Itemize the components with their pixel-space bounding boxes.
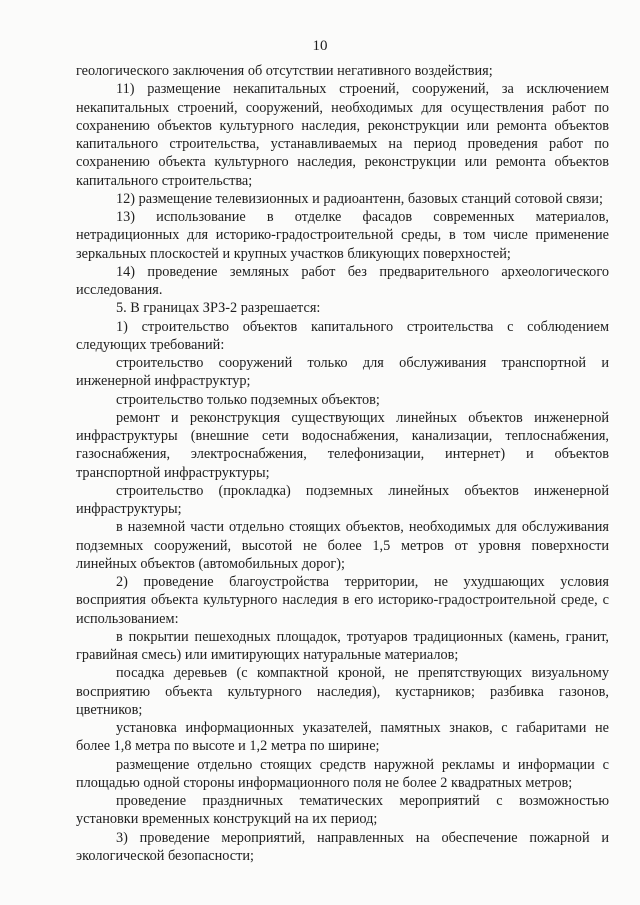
paragraph: 5. В границах ЗРЗ-2 разрешается: (116, 300, 321, 317)
page-number: 10 (312, 38, 328, 54)
paragraph: строительство (прокладка) подземных линейных объектов инженерной инфраструктуры; (76, 482, 609, 517)
paragraph: проведение праздничных тематических мероприятий с возможностью установки временных конструкций на их период; (76, 793, 609, 828)
document-body (76, 62, 609, 865)
paragraph: 14) проведение земляных работ без предварительного археологического исследования. (76, 263, 609, 298)
paragraph: геологического заключения об отсутствии негативного воздействия; (76, 63, 493, 79)
paragraph: размещение отдельно стоящих средств наружной рекламы и информации с площадью одной стороны информационного поля не более 2 квадратных метров; (76, 756, 609, 791)
paragraph: установка информационных указателей, памятных знаков, с габаритами не более 1,8 метра по высоте и 1,2 метра по ширине; (76, 720, 609, 755)
paragraph: в покрытии пешеходных площадок, тротуаров традиционных (камень, гранит, гравийная смесь) или имитирующих натуральные материалов; (76, 628, 609, 663)
paragraph: посадка деревьев (с компактной кроной, не препятствующих визуальному восприятию объекта культурного наследия), кустарников; разбивка газонов, цветников; (76, 665, 609, 718)
paragraph: строительство сооружений только для обслуживания транспортной и инженерной инфраструктур; (76, 355, 609, 390)
paragraph: ремонт и реконструкция существующих линейных объектов инженерной инфраструктуры (внешние сети водоснабжения, канализации, теплоснабжения, газоснабжения, электроснабжения, телефонизации, интернет) и объектов транспортной инфраструктуры; (76, 409, 609, 481)
paragraph: 12) размещение телевизионных и радиоантенн, базовых станций сотовой связи; (116, 190, 603, 207)
paragraph: 1) строительство объектов капитального строительства с соблюдением следующих требований: (76, 318, 609, 353)
paragraph: 2) проведение благоустройства территории, не ухудшающих условия восприятия объекта культурного наследия в его историко-градостроительной среде, с использованием: (76, 574, 609, 627)
paragraph: в наземной части отдельно стоящих объектов, необходимых для обслуживания подземных сооружений, высотой не более 1,5 метров от уровня поверхности линейных объектов (автомобильных дорог); (76, 519, 609, 572)
paragraph: 11) размещение некапитальных строений, сооружений, за исключением некапитальных строений, сооружений, необходимых для осуществления работ по сохранению объектов культурного наследия, реконструкции или ремонта объектов капитального строительства, устанавливаемых на период проведения работ по сохранению объекта культурного наследия, реконструкции или ремонта объектов капитального строительства; (76, 81, 609, 189)
paragraph: 13) использование в отделке фасадов современных материалов, нетрадиционных для историко-градостроительной среды, в том числе применение зеркальных плоскостей и крупных участков бликующих поверхностей; (76, 209, 609, 262)
paragraph: строительство только подземных объектов; (116, 391, 380, 408)
paragraph: 3) проведение мероприятий, направленных на обеспечение пожарной и экологической безопасности; (76, 829, 609, 864)
